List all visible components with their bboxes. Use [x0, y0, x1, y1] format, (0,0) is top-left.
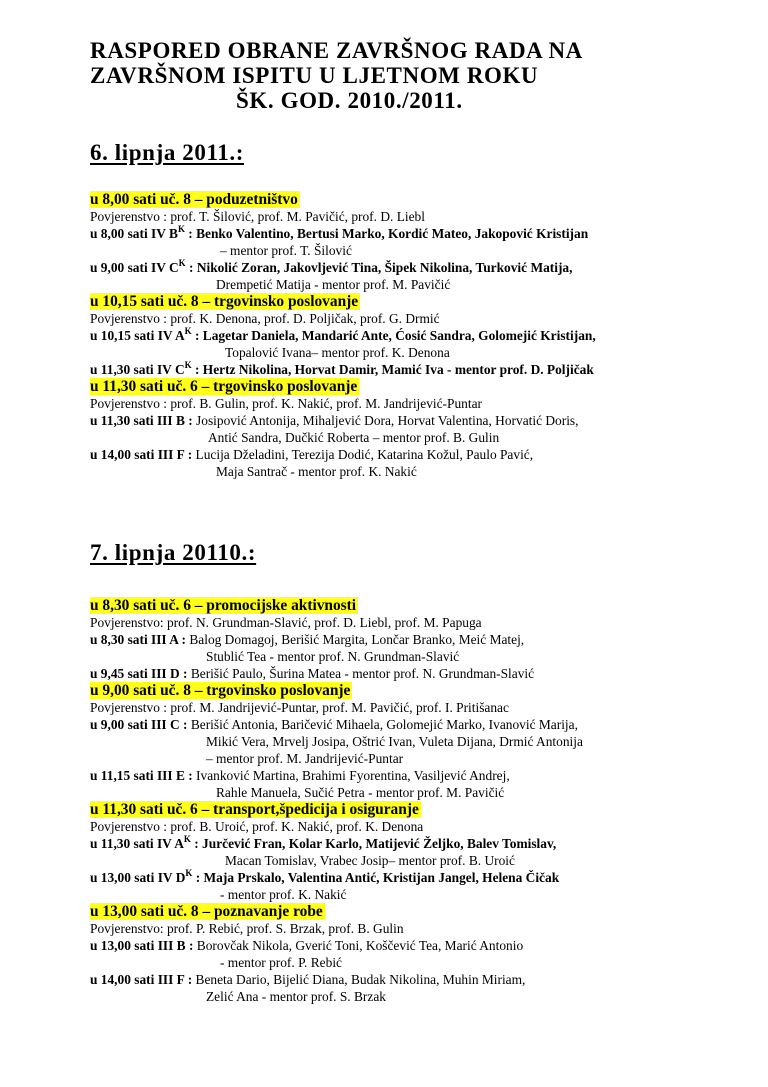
- class-entry-continuation: Rahle Manuela, Sučić Petra - mentor prof. M. Pavičić: [216, 785, 505, 800]
- class-names: : Lagetar Daniela, Mandarić Ante, Ćosić Sandra, Golomejić Kristijan,: [191, 328, 596, 343]
- title-line-3: ŠK. GOD. 2010./2011.: [236, 88, 463, 113]
- slot-header-text: u 10,15 sati uč. 8 – trgovinsko poslovanje: [90, 293, 359, 310]
- class-entry-continuation: Topalović Ivana– mentor prof. K. Denona: [225, 345, 450, 360]
- commission-line: Povjerenstvo : prof. B. Gulin, prof. K. Nakić, prof. M. Jandrijević-Puntar: [90, 396, 482, 411]
- class-superscript: K: [178, 258, 186, 268]
- class-time: u 14,00 sati III F :: [90, 447, 196, 462]
- class-names: : Nikolić Zoran, Jakovljević Tina, Šipek Nikolina, Turković Matija,: [185, 260, 573, 275]
- class-time: u 13,00 sati IV D: [90, 870, 186, 885]
- slot-header: [90, 801, 583, 818]
- class-entry: [90, 631, 583, 648]
- class-entry-continuation: - mentor prof. P. Rebić: [220, 955, 342, 970]
- slot-header: [90, 293, 596, 310]
- class-entry-continuation: - mentor prof. K. Nakić: [220, 887, 347, 902]
- slot-header-text: u 8,30 sati uč. 6 – promocijske aktivnosti: [90, 597, 357, 614]
- day2-schedule: [90, 597, 583, 1005]
- class-names: Berišić Paulo, Šurina Matea - mentor prof. N. Grundman-Slavić: [190, 666, 535, 681]
- class-entry-continuation: Maja Santrač - mentor prof. K. Nakić: [216, 464, 417, 479]
- class-time: u 9,00 sati III C :: [90, 717, 191, 732]
- title-line-1: RASPORED OBRANE ZAVRŠNOG RADA NA: [90, 38, 583, 63]
- title-line-2: ZAVRŠNOM ISPITU U LJETNOM ROKU: [90, 63, 539, 88]
- document-title: [90, 38, 583, 113]
- slot-header: [90, 903, 583, 920]
- class-entry-continuation: Drempetić Matija - mentor prof. M. Pavičić: [216, 277, 451, 292]
- slot-header-text: u 9,00 sati uč. 8 – trgovinsko poslovanje: [90, 682, 351, 699]
- class-time: u 11,15 sati III E :: [90, 768, 197, 783]
- class-names: Josipović Antonija, Mihaljević Dora, Horvat Valentina, Horvatić Doris,: [196, 413, 579, 428]
- slot-header: [90, 378, 596, 395]
- slot-header-text: u 8,00 sati uč. 8 – poduzetništvo: [90, 191, 298, 208]
- slot-header: [90, 191, 596, 208]
- class-entry: [90, 361, 596, 378]
- class-superscript: K: [184, 326, 192, 336]
- class-entry: [90, 259, 596, 276]
- date-heading-day1: 6. lipnja 2011.:: [90, 140, 245, 165]
- commission-line: Povjerenstvo: prof. P. Rebić, prof. S. Brzak, prof. B. Gulin: [90, 921, 404, 936]
- class-superscript: K: [185, 868, 193, 878]
- slot-header: [90, 597, 583, 614]
- commission-line: Povjerenstvo : prof. B. Uroić, prof. K. Nakić, prof. K. Denona: [90, 819, 424, 834]
- class-time: u 9,45 sati III D :: [90, 666, 191, 681]
- class-entry-continuation: Macan Tomislav, Vrabec Josip– mentor prof. B. Uroić: [225, 853, 515, 868]
- class-names: Berišić Antonia, Baričević Mihaela, Golomejić Marko, Ivanović Marija,: [190, 717, 578, 732]
- class-entry-continuation: Zelić Ana - mentor prof. S. Brzak: [206, 989, 386, 1004]
- slot-header-text: u 11,30 sati uč. 6 – transport,špedicija i osiguranje: [90, 801, 419, 818]
- class-time: u 8,00 sati IV B: [90, 226, 178, 241]
- slot-header-text: u 11,30 sati uč. 6 – trgovinsko poslovanje: [90, 378, 358, 395]
- class-superscript: K: [183, 834, 191, 844]
- class-names: Ivanković Martina, Brahimi Fyorentina, Vasiljević Andrej,: [196, 768, 510, 783]
- class-entry: [90, 225, 596, 242]
- class-names: Beneta Dario, Bijelić Diana, Budak Nikolina, Muhin Miriam,: [195, 972, 526, 987]
- slot-header-text: u 13,00 sati uč. 8 – poznavanje robe: [90, 903, 323, 920]
- class-time: u 10,15 sati IV A: [90, 328, 185, 343]
- class-time: u 11,30 sati IV C: [90, 362, 185, 377]
- class-entry: [90, 327, 596, 344]
- class-time: u 14,00 sati III F :: [90, 972, 196, 987]
- class-names: Balog Domagoj, Berišić Margita, Lončar Branko, Meić Matej,: [189, 632, 525, 647]
- class-superscript: K: [177, 224, 185, 234]
- class-entry: [90, 412, 596, 429]
- class-superscript: K: [184, 360, 192, 370]
- commission-line: Povjerenstvo : prof. K. Denona, prof. D. Poljičak, prof. G. Drmić: [90, 311, 440, 326]
- commission-line: Povjerenstvo: prof. N. Grundman-Slavić, prof. D. Liebl, prof. M. Papuga: [90, 615, 482, 630]
- class-time: u 11,30 sati III B :: [90, 413, 197, 428]
- class-entry: [90, 835, 583, 852]
- class-entry: [90, 971, 583, 988]
- class-entry: [90, 716, 583, 733]
- class-entry: [90, 665, 583, 682]
- slot-header: [90, 682, 583, 699]
- class-time: u 9,00 sati IV C: [90, 260, 179, 275]
- class-time: u 13,00 sati III B :: [90, 938, 197, 953]
- class-entry: [90, 869, 583, 886]
- class-entry-continuation: – mentor prof. T. Šilović: [220, 243, 352, 258]
- class-time: u 8,30 sati III A :: [90, 632, 190, 647]
- class-entry-continuation: Antić Sandra, Dučkić Roberta – mentor prof. B. Gulin: [208, 430, 500, 445]
- class-names: : Hertz Nikolina, Horvat Damir, Mamić Iva - mentor prof. D. Poljičak: [191, 362, 594, 377]
- class-entry: [90, 767, 583, 784]
- class-names: : Benko Valentino, Bertusi Marko, Kordić Mateo, Jakopović Kristijan: [184, 226, 589, 241]
- class-names: Borovčak Nikola, Gverić Toni, Koščević Tea, Marić Antonio: [196, 938, 524, 953]
- class-entry-continuation: – mentor prof. M. Jandrijević-Puntar: [206, 751, 404, 766]
- class-entry: [90, 937, 583, 954]
- class-entry: [90, 446, 596, 463]
- commission-line: Povjerenstvo : prof. T. Šilović, prof. M. Pavičić, prof. D. Liebl: [90, 209, 425, 224]
- class-names: Lucija Dželadini, Terezija Dodić, Katarina Kožul, Paulo Pavić,: [195, 447, 534, 462]
- class-names: : Maja Prskalo, Valentina Antić, Kristijan Jangel, Helena Čičak: [192, 870, 560, 885]
- day1-schedule: [90, 191, 596, 480]
- date-heading-day2: 7. lipnja 20110.:: [90, 540, 257, 565]
- class-entry-continuation: Stublić Tea - mentor prof. N. Grundman-Slavić: [206, 649, 460, 664]
- class-names: : Jurčević Fran, Kolar Karlo, Matijević Željko, Balev Tomislav,: [190, 836, 557, 851]
- class-entry-continuation: Mikić Vera, Mrvelj Josipa, Oštrić Ivan, Vuleta Dijana, Drmić Antonija: [206, 734, 583, 749]
- commission-line: Povjerenstvo : prof. M. Jandrijević-Puntar, prof. M. Pavičić, prof. I. Pritišanac: [90, 700, 509, 715]
- class-time: u 11,30 sati IV A: [90, 836, 184, 851]
